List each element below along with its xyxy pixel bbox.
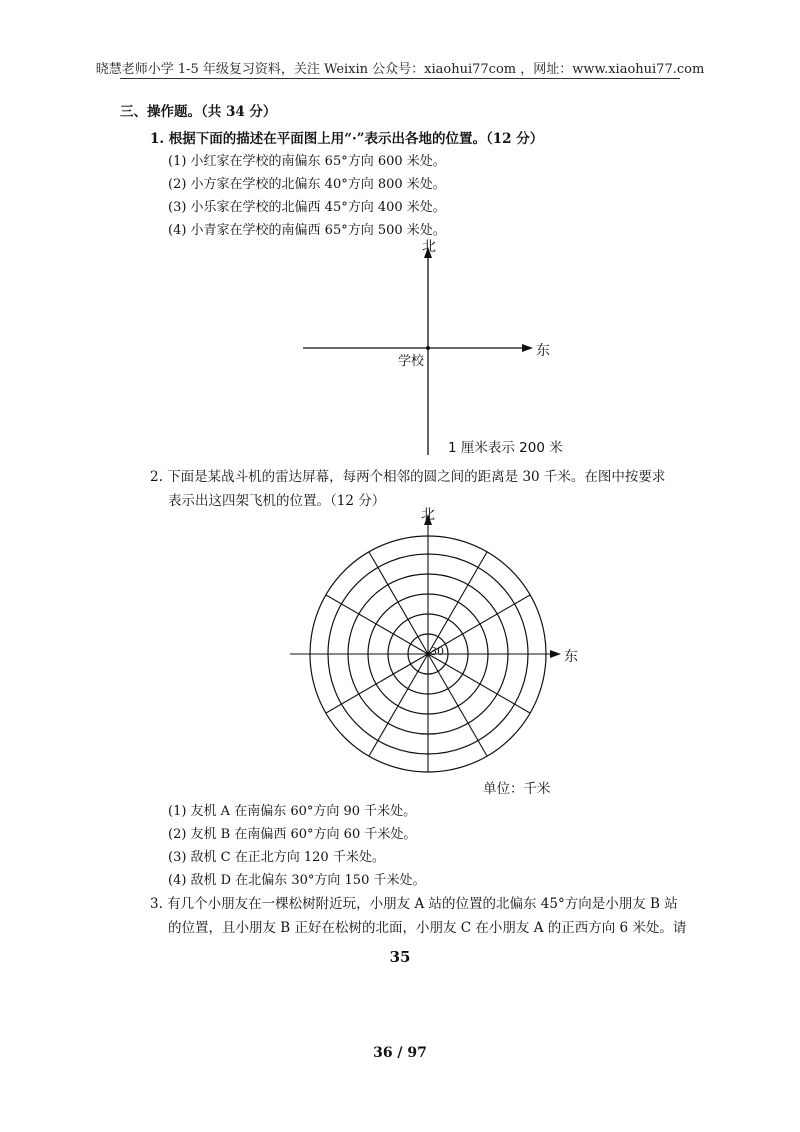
page-number: 35 — [389, 948, 411, 966]
question-1-item: (3) 小乐家在学校的北偏西 45°方向 400 米处。 — [168, 200, 446, 215]
radar-spoke — [428, 654, 530, 713]
question-1-item: (4) 小青家在学校的南偏西 65°方向 500 米处。 — [168, 223, 446, 238]
question-1-item: (2) 小方家在学校的北偏东 40°方向 800 米处。 — [168, 177, 446, 192]
question-2-item: (1) 友机 A 在南偏东 60°方向 90 千米处。 — [168, 804, 417, 819]
question-1-title: 1. 根据下面的描述在平面图上用“·”表示出各地的位置。（12 分） — [150, 131, 544, 147]
school-label: 学校 — [398, 354, 425, 369]
section-title: 三、操作题。（共 34 分） — [120, 104, 277, 120]
question-1-item: (1) 小红家在学校的南偏东 65°方向 600 米处。 — [168, 154, 446, 169]
question-2-title-line2: 表示出这四架飞机的位置。（12 分） — [168, 493, 386, 509]
question-2-item: (4) 敌机 D 在北偏东 30°方向 150 千米处。 — [168, 873, 426, 888]
radar-north-label: 北 — [421, 507, 435, 523]
question-2-item: (3) 敌机 C 在正北方向 120 千米处。 — [168, 850, 385, 865]
question-2-item: (2) 友机 B 在南偏西 60°方向 60 千米处。 — [168, 827, 417, 842]
radar-center-label: 30 — [430, 645, 444, 658]
radar-east-arrow-icon — [550, 650, 561, 658]
radar-spoke — [369, 654, 428, 756]
question-3-line2: 的位置，且小朋友 B 正好在松树的北面，小朋友 C 在小朋友 A 的正西方向 6 米处。请 — [168, 920, 687, 936]
radar-east-label: 东 — [564, 649, 578, 665]
pager: 36 / 97 — [373, 1045, 427, 1061]
radar-spoke — [326, 654, 428, 713]
north-label: 北 — [422, 239, 436, 255]
radar-unit-label: 单位：千米 — [483, 781, 551, 797]
radar-spoke — [369, 552, 428, 654]
question-3-line1: 3. 有几个小朋友在一棵松树附近玩，小朋友 A 站的位置的北偏东 45°方向是小朋友 B 站 — [150, 896, 678, 912]
radar-spoke — [428, 552, 487, 654]
radar-spoke — [428, 654, 487, 756]
east-label: 东 — [536, 343, 550, 359]
page-header: 晓慧老师小学 1-5 年级复习资料，关注 Weixin 公众号：xiaohui77com ，网址：www.xiaohui77.com — [95, 62, 705, 77]
question-2-title-line1: 2. 下面是某战斗机的雷达屏幕，每两个相邻的圆之间的距离是 30 千米。在图中按要求 — [150, 469, 666, 485]
scale-label: 1 厘米表示 200 米 — [448, 440, 563, 456]
radar-spoke — [326, 595, 428, 654]
